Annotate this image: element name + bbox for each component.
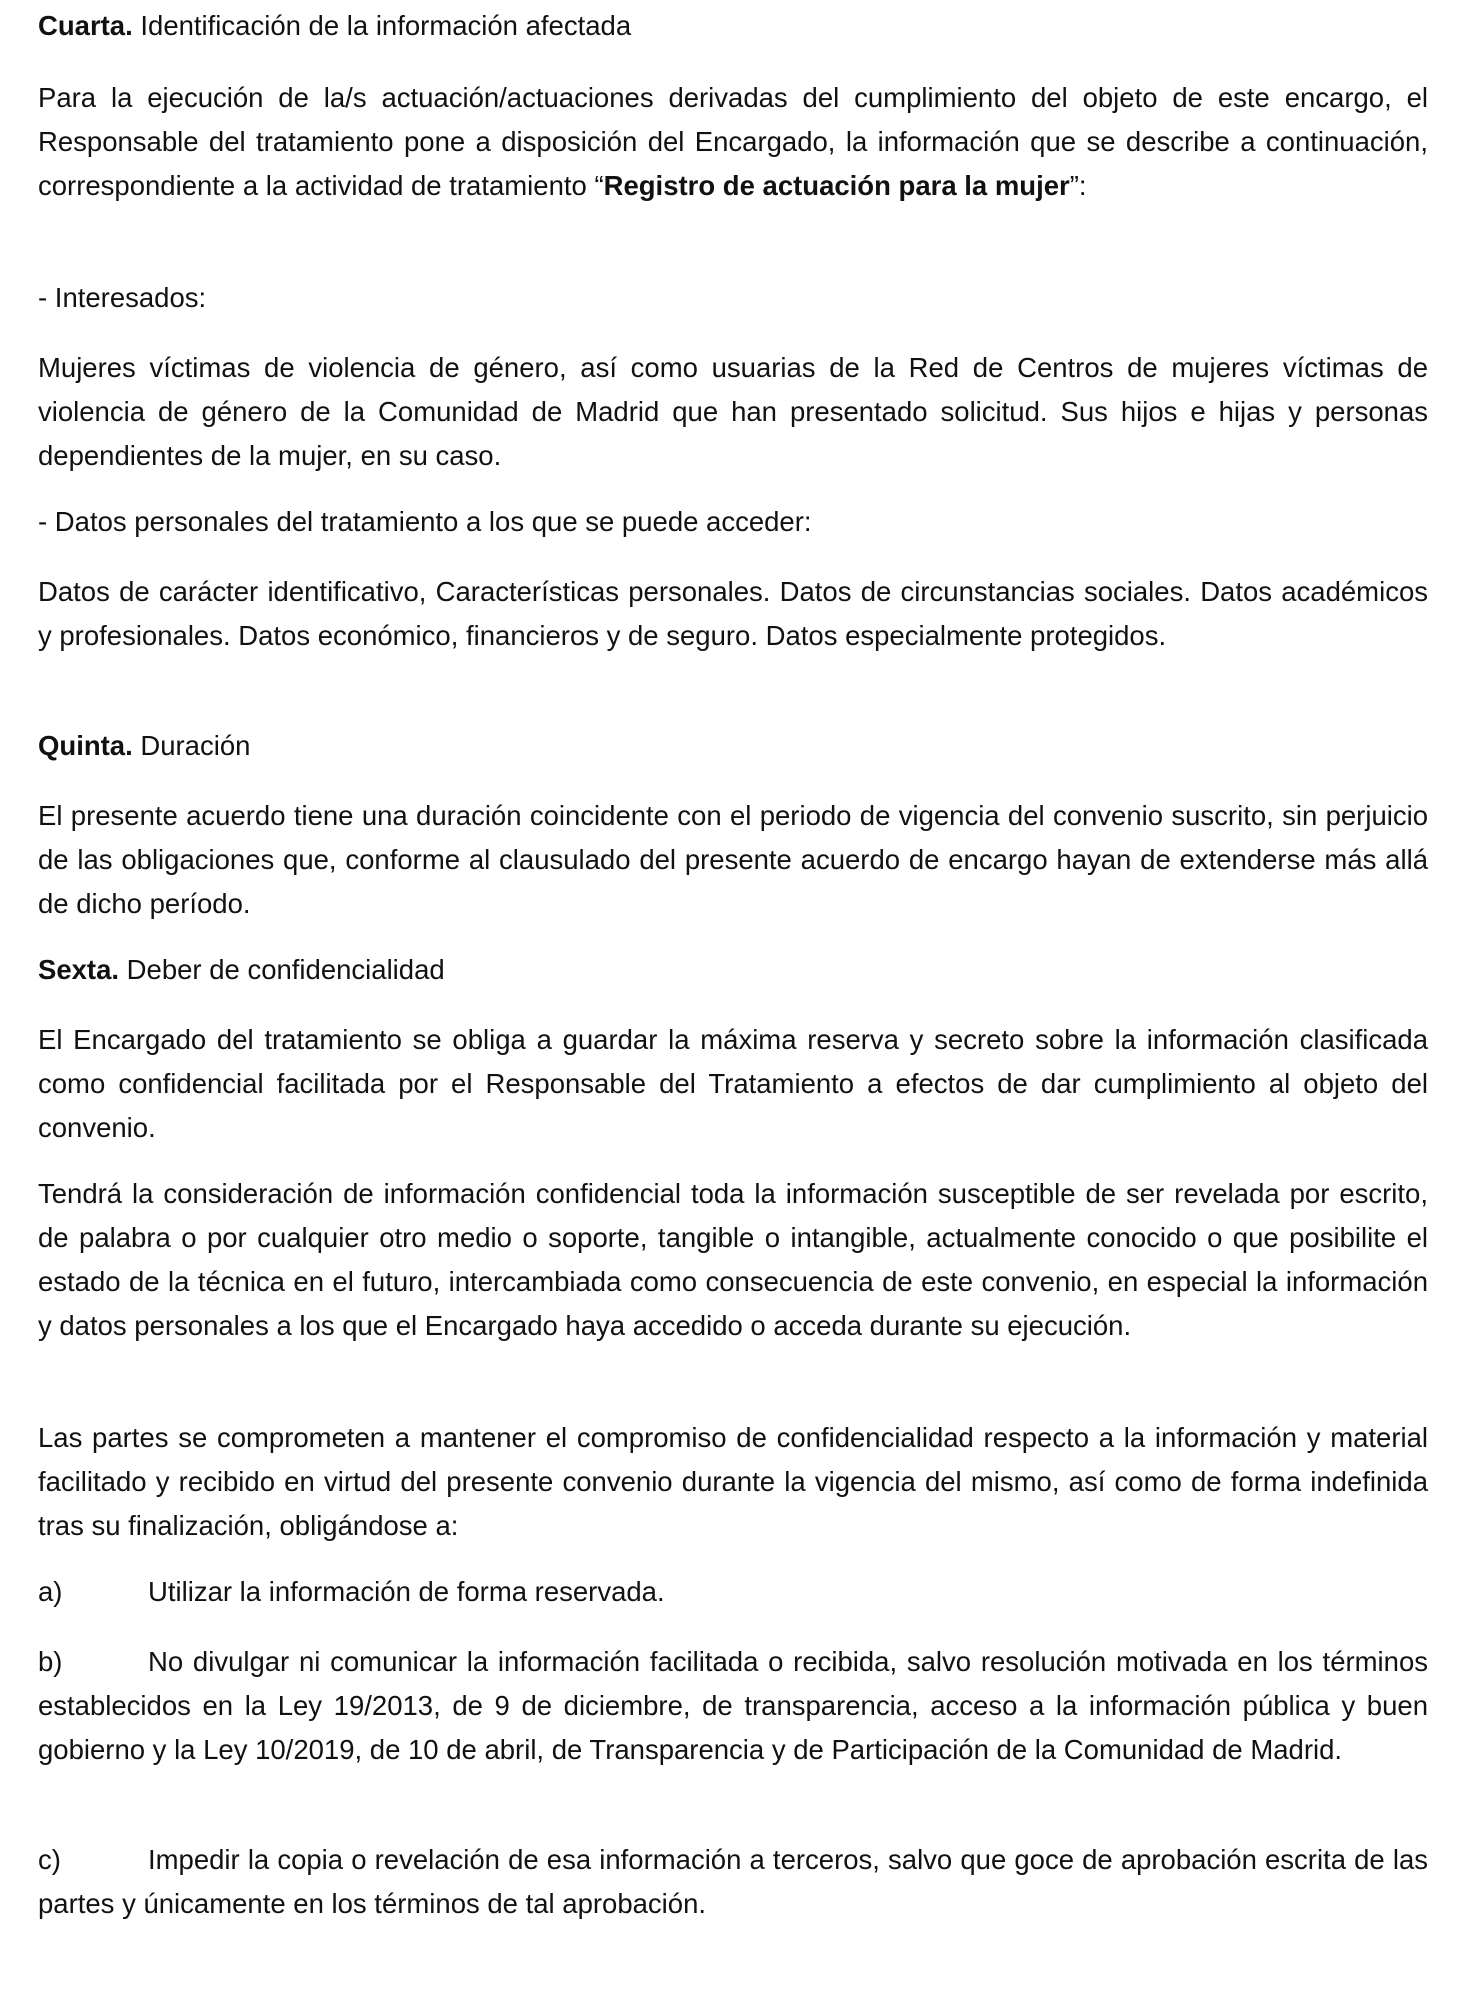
list-item-a: [38, 1570, 1428, 1614]
section-title-sexta: Deber de confidencialidad: [126, 954, 445, 985]
list-item-letter: c): [38, 1844, 61, 1875]
cuarta-intro-paragraph: [38, 76, 1428, 208]
section-label-sexta: Sexta.: [38, 954, 120, 985]
datos-personales-label: - Datos personales del tratamiento a los que se puede acceder:: [38, 506, 812, 537]
quinta-paragraph: El presente acuerdo tiene una duración coincidente con el periodo de vigencia del convenio suscrito, sin perjuicio de las obligaciones que, conforme al clausulado del presente acuerdo de encargo hayan de extenderse más allá de dicho período.: [38, 800, 1428, 919]
list-item-text: Utilizar la información de forma reservada.: [148, 1576, 665, 1607]
list-item-letter: a): [38, 1576, 63, 1607]
section-label-quinta: Quinta.: [38, 730, 133, 761]
section-heading-sexta: [38, 948, 1428, 992]
list-item-c: [38, 1838, 1428, 1926]
interesados-paragraph: Mujeres víctimas de violencia de género, así como usuarias de la Red de Centros de mujeres víctimas de violencia de género de la Comunidad de Madrid que han presentado solicitud. Sus hijos e hijas y personas dependientes de la mujer, en su caso.: [38, 352, 1428, 471]
list-item-text: Impedir la copia o revelación de esa información a terceros, salvo que goce de aprobación escrita de las partes y únicamente en los términos de tal aprobación.: [38, 1844, 1428, 1919]
sexta-paragraph-3: Las partes se comprometen a mantener el compromiso de confidencialidad respecto a la información y material facilitado y recibido en virtud del presente convenio durante la vigencia del mismo, así como de forma indefinida tras su finalización, obligándose a:: [38, 1422, 1428, 1541]
list-item-text: No divulgar ni comunicar la información facilitada o recibida, salvo resolución motivada en los términos establecidos en la Ley 19/2013, de 9 de diciembre, de transparencia, acceso a la información pública y buen gobierno y la Ley 10/2019, de 10 de abril, de Transparencia y de Participación de la Comunidad de Madrid.: [38, 1646, 1428, 1765]
section-title-cuarta: Identificación de la información afectada: [140, 10, 632, 41]
sexta-paragraph-2: Tendrá la consideración de información confidencial toda la información susceptible de ser revelada por escrito, de palabra o por cualquier otro medio o soporte, tangible o intangible, actualmente conocido o que posibilite el estado de la técnica en el futuro, intercambiada como consecuencia de este convenio, en especial la información y datos personales a los que el Encargado haya accedido o acceda durante su ejecución.: [38, 1178, 1428, 1341]
cuarta-intro-post: ”:: [1069, 170, 1087, 201]
cuarta-intro-pre: Para la ejecución de la/s actuación/actuaciones derivadas del cumplimiento del objeto de este encargo, el Responsable del tratamiento pone a disposición del Encargado, la información que se describe a continuación, correspondiente a la actividad de tratamiento “: [38, 82, 1428, 201]
section-label-cuarta: Cuarta.: [38, 10, 133, 41]
interesados-label: - Interesados:: [38, 282, 207, 313]
section-title-quinta: Duración: [140, 730, 251, 761]
datos-personales-paragraph: Datos de carácter identificativo, Características personales. Datos de circunstancias sociales. Datos académicos y profesionales. Datos económico, financieros y de seguro. Datos especialmente protegidos.: [38, 576, 1428, 651]
section-heading-cuarta: [38, 4, 1428, 48]
list-item-b: [38, 1640, 1428, 1772]
cuarta-activity-name: Registro de actuación para la mujer: [603, 170, 1070, 201]
sexta-paragraph-1: El Encargado del tratamiento se obliga a guardar la máxima reserva y secreto sobre la información clasificada como confidencial facilitada por el Responsable del Tratamiento a efectos de dar cumplimiento al objeto del convenio.: [38, 1024, 1428, 1143]
list-item-letter: b): [38, 1646, 63, 1677]
section-heading-quinta: [38, 724, 1428, 768]
